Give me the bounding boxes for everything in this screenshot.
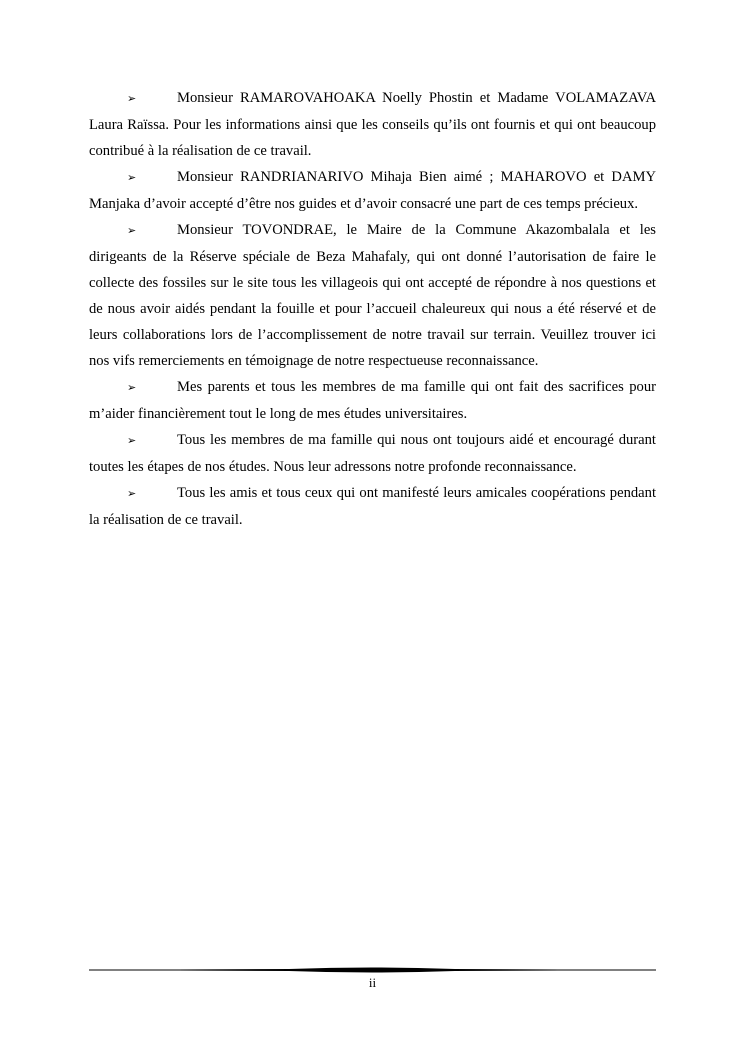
arrow-bullet-icon: ➢ <box>127 224 137 237</box>
acknowledgement-item <box>89 480 656 533</box>
page-number: ii <box>368 975 377 990</box>
acknowledgements-body <box>89 85 656 533</box>
acknowledgement-item <box>89 217 656 374</box>
arrow-bullet-icon: ➢ <box>127 92 137 105</box>
acknowledgement-text: Monsieur RANDRIANARIVO Mihaja Bien aimé ; MAHAROVO et DAMY Manjaka d’avoir accepté d’être nos guides et d’avoir consacré une part de ces temps précieux. <box>89 169 656 212</box>
arrow-bullet-icon: ➢ <box>127 381 137 394</box>
acknowledgement-item <box>89 374 656 427</box>
arrow-bullet-icon: ➢ <box>127 487 137 500</box>
acknowledgement-text: Monsieur RAMAROVAHOAKA Noelly Phostin et Madame VOLAMAZAVA Laura Raïssa. Pour les informations ainsi que les conseils qu’ils ont fournis et qui ont beaucoup contribué à la réalisation de ce travail. <box>89 90 656 159</box>
acknowledgement-item <box>89 85 656 164</box>
arrow-bullet-icon: ➢ <box>127 171 137 184</box>
acknowledgement-item <box>89 427 656 480</box>
acknowledgement-text: Tous les membres de ma famille qui nous ont toujours aidé et encouragé durant toutes les étapes de nos études. Nous leur adressons notre profonde reconnaissance. <box>89 432 656 475</box>
acknowledgement-text: Tous les amis et tous ceux qui ont manifesté leurs amicales coopérations pendant la réalisation de ce travail. <box>89 485 656 528</box>
acknowledgement-item <box>89 164 656 217</box>
arrow-bullet-icon: ➢ <box>127 434 137 447</box>
acknowledgement-text: Monsieur TOVONDRAE, le Maire de la Commune Akazombalala et les dirigeants de la Réserve spéciale de Beza Mahafaly, qui ont donné l’autorisation de faire le collecte des fossiles sur le site tous les villageois qui ont accepté de répondre à nos questions et de nous avoir aidés pendant la fouille et pour l’accueil chaleureux qui nous a été réservé et de leurs collaborations lors de l’accomplissement de notre travail sur terrain. Veuillez trouver ici nos vifs remerciements en témoignage de notre respectueuse reconnaissance. <box>89 222 656 369</box>
acknowledgement-text: Mes parents et tous les membres de ma famille qui ont fait des sacrifices pour m’aider financièrement tout le long de mes études universitaires. <box>89 379 656 422</box>
